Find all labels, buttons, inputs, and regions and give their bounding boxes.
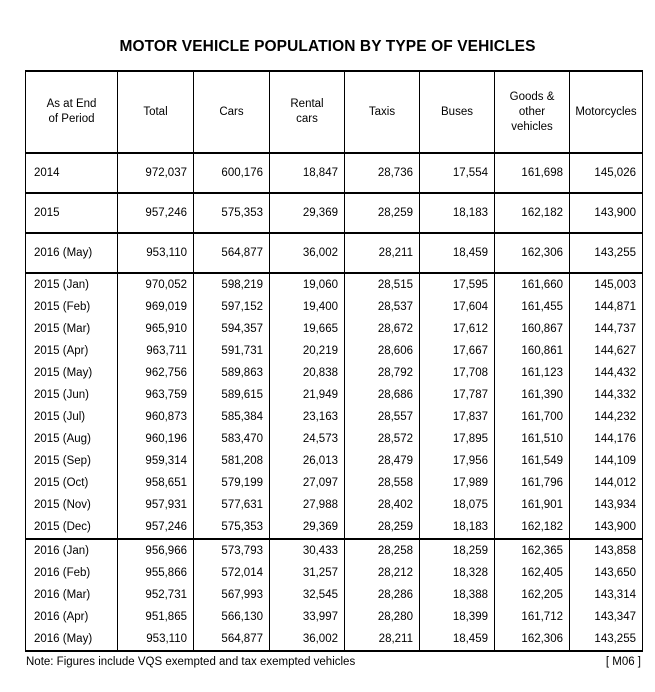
value-cell: 161,455 xyxy=(495,296,570,318)
table-row xyxy=(26,273,643,296)
value-cell: 17,837 xyxy=(420,406,495,428)
value-cell: 19,665 xyxy=(270,318,345,340)
value-cell: 957,931 xyxy=(118,494,194,516)
value-cell: 962,756 xyxy=(118,362,194,384)
table-row xyxy=(26,362,643,384)
value-cell: 32,545 xyxy=(270,584,345,606)
table-row xyxy=(26,562,643,584)
table-row xyxy=(26,296,643,318)
period-cell: 2015 (Mar) xyxy=(26,318,118,340)
column-header: Buses xyxy=(420,71,495,153)
value-cell: 18,183 xyxy=(420,193,495,233)
period-cell: 2016 (May) xyxy=(26,233,118,273)
value-cell: 960,873 xyxy=(118,406,194,428)
table-row xyxy=(26,450,643,472)
value-cell: 969,019 xyxy=(118,296,194,318)
value-cell: 144,232 xyxy=(570,406,643,428)
value-cell: 959,314 xyxy=(118,450,194,472)
column-header: Cars xyxy=(194,71,270,153)
value-cell: 23,163 xyxy=(270,406,345,428)
value-cell: 26,013 xyxy=(270,450,345,472)
value-cell: 143,900 xyxy=(570,516,643,539)
value-cell: 564,877 xyxy=(194,628,270,651)
value-cell: 17,604 xyxy=(420,296,495,318)
value-cell: 143,255 xyxy=(570,628,643,651)
value-cell: 161,700 xyxy=(495,406,570,428)
value-cell: 20,838 xyxy=(270,362,345,384)
value-cell: 36,002 xyxy=(270,628,345,651)
table-row xyxy=(26,539,643,562)
table-body xyxy=(26,153,643,651)
value-cell: 28,479 xyxy=(345,450,420,472)
value-cell: 144,176 xyxy=(570,428,643,450)
value-cell: 28,286 xyxy=(345,584,420,606)
value-cell: 594,357 xyxy=(194,318,270,340)
value-cell: 575,353 xyxy=(194,516,270,539)
value-cell: 28,515 xyxy=(345,273,420,296)
table-row xyxy=(26,153,643,193)
table-row xyxy=(26,584,643,606)
value-cell: 161,510 xyxy=(495,428,570,450)
value-cell: 18,075 xyxy=(420,494,495,516)
value-cell: 17,667 xyxy=(420,340,495,362)
value-cell: 28,211 xyxy=(345,628,420,651)
value-cell: 21,949 xyxy=(270,384,345,406)
period-cell: 2016 (May) xyxy=(26,628,118,651)
value-cell: 144,871 xyxy=(570,296,643,318)
value-cell: 598,219 xyxy=(194,273,270,296)
value-cell: 28,259 xyxy=(345,516,420,539)
value-cell: 162,365 xyxy=(495,539,570,562)
value-cell: 162,405 xyxy=(495,562,570,584)
value-cell: 160,861 xyxy=(495,340,570,362)
value-cell: 17,612 xyxy=(420,318,495,340)
value-cell: 33,997 xyxy=(270,606,345,628)
value-cell: 17,956 xyxy=(420,450,495,472)
value-cell: 17,708 xyxy=(420,362,495,384)
value-cell: 161,698 xyxy=(495,153,570,193)
value-cell: 28,211 xyxy=(345,233,420,273)
value-cell: 589,863 xyxy=(194,362,270,384)
value-cell: 28,792 xyxy=(345,362,420,384)
value-cell: 18,183 xyxy=(420,516,495,539)
column-header: Taxis xyxy=(345,71,420,153)
value-cell: 19,400 xyxy=(270,296,345,318)
value-cell: 579,199 xyxy=(194,472,270,494)
value-cell: 27,988 xyxy=(270,494,345,516)
value-cell: 17,595 xyxy=(420,273,495,296)
value-cell: 29,369 xyxy=(270,193,345,233)
value-cell: 18,399 xyxy=(420,606,495,628)
table-row xyxy=(26,384,643,406)
value-cell: 143,934 xyxy=(570,494,643,516)
value-cell: 958,651 xyxy=(118,472,194,494)
value-cell: 161,796 xyxy=(495,472,570,494)
table-row xyxy=(26,606,643,628)
value-cell: 143,650 xyxy=(570,562,643,584)
value-cell: 145,003 xyxy=(570,273,643,296)
value-cell: 161,549 xyxy=(495,450,570,472)
value-cell: 162,182 xyxy=(495,516,570,539)
value-cell: 27,097 xyxy=(270,472,345,494)
period-cell: 2015 (Nov) xyxy=(26,494,118,516)
value-cell: 18,459 xyxy=(420,628,495,651)
column-header: Goods & other vehicles xyxy=(495,71,570,153)
value-cell: 162,306 xyxy=(495,628,570,651)
value-cell: 17,895 xyxy=(420,428,495,450)
value-cell: 143,858 xyxy=(570,539,643,562)
table-row xyxy=(26,193,643,233)
value-cell: 145,026 xyxy=(570,153,643,193)
period-cell: 2016 (Mar) xyxy=(26,584,118,606)
value-cell: 161,660 xyxy=(495,273,570,296)
value-cell: 161,712 xyxy=(495,606,570,628)
value-cell: 577,631 xyxy=(194,494,270,516)
value-cell: 143,347 xyxy=(570,606,643,628)
value-cell: 161,123 xyxy=(495,362,570,384)
value-cell: 600,176 xyxy=(194,153,270,193)
value-cell: 573,793 xyxy=(194,539,270,562)
value-cell: 28,672 xyxy=(345,318,420,340)
value-cell: 30,433 xyxy=(270,539,345,562)
value-cell: 19,060 xyxy=(270,273,345,296)
value-cell: 960,196 xyxy=(118,428,194,450)
value-cell: 591,731 xyxy=(194,340,270,362)
period-cell: 2015 (Jul) xyxy=(26,406,118,428)
value-cell: 28,280 xyxy=(345,606,420,628)
column-header: Motorcycles xyxy=(570,71,643,153)
value-cell: 28,258 xyxy=(345,539,420,562)
value-cell: 28,686 xyxy=(345,384,420,406)
value-cell: 144,432 xyxy=(570,362,643,384)
column-header: Rental cars xyxy=(270,71,345,153)
period-cell: 2015 (Apr) xyxy=(26,340,118,362)
value-cell: 970,052 xyxy=(118,273,194,296)
value-cell: 17,989 xyxy=(420,472,495,494)
value-cell: 955,866 xyxy=(118,562,194,584)
table-row xyxy=(26,516,643,539)
period-cell: 2015 (Sep) xyxy=(26,450,118,472)
value-cell: 24,573 xyxy=(270,428,345,450)
value-cell: 162,306 xyxy=(495,233,570,273)
value-cell: 583,470 xyxy=(194,428,270,450)
vehicle-population-table xyxy=(25,70,643,652)
period-cell: 2016 (Jan) xyxy=(26,539,118,562)
value-cell: 18,328 xyxy=(420,562,495,584)
value-cell: 162,182 xyxy=(495,193,570,233)
value-cell: 143,900 xyxy=(570,193,643,233)
value-cell: 18,259 xyxy=(420,539,495,562)
value-cell: 28,558 xyxy=(345,472,420,494)
period-cell: 2015 (Dec) xyxy=(26,516,118,539)
table-row xyxy=(26,428,643,450)
value-cell: 28,402 xyxy=(345,494,420,516)
period-cell: 2015 (May) xyxy=(26,362,118,384)
value-cell: 952,731 xyxy=(118,584,194,606)
value-cell: 144,109 xyxy=(570,450,643,472)
value-cell: 18,459 xyxy=(420,233,495,273)
value-cell: 144,737 xyxy=(570,318,643,340)
period-cell: 2015 (Oct) xyxy=(26,472,118,494)
value-cell: 28,736 xyxy=(345,153,420,193)
page-title: MOTOR VEHICLE POPULATION BY TYPE OF VEHICLES xyxy=(119,38,536,55)
value-cell: 29,369 xyxy=(270,516,345,539)
value-cell: 162,205 xyxy=(495,584,570,606)
value-cell: 143,255 xyxy=(570,233,643,273)
value-cell: 564,877 xyxy=(194,233,270,273)
value-cell: 972,037 xyxy=(118,153,194,193)
value-cell: 161,901 xyxy=(495,494,570,516)
table-row xyxy=(26,318,643,340)
value-cell: 575,353 xyxy=(194,193,270,233)
value-cell: 957,246 xyxy=(118,516,194,539)
value-cell: 951,865 xyxy=(118,606,194,628)
value-cell: 17,787 xyxy=(420,384,495,406)
table-row xyxy=(26,494,643,516)
value-cell: 18,847 xyxy=(270,153,345,193)
value-cell: 963,711 xyxy=(118,340,194,362)
value-cell: 581,208 xyxy=(194,450,270,472)
period-cell: 2015 xyxy=(26,193,118,233)
value-cell: 28,572 xyxy=(345,428,420,450)
header-row xyxy=(26,71,643,153)
footnote: Note: Figures include VQS exempted and tax exempted vehicles xyxy=(26,656,356,668)
period-cell: 2015 (Jun) xyxy=(26,384,118,406)
value-cell: 161,390 xyxy=(495,384,570,406)
value-cell: 566,130 xyxy=(194,606,270,628)
period-cell: 2016 (Feb) xyxy=(26,562,118,584)
value-cell: 31,257 xyxy=(270,562,345,584)
table-code: [ M06 ] xyxy=(605,656,641,668)
period-cell: 2015 (Aug) xyxy=(26,428,118,450)
table-row xyxy=(26,472,643,494)
value-cell: 28,259 xyxy=(345,193,420,233)
value-cell: 28,537 xyxy=(345,296,420,318)
column-header: Total xyxy=(118,71,194,153)
value-cell: 567,993 xyxy=(194,584,270,606)
value-cell: 160,867 xyxy=(495,318,570,340)
value-cell: 589,615 xyxy=(194,384,270,406)
value-cell: 18,388 xyxy=(420,584,495,606)
value-cell: 956,966 xyxy=(118,539,194,562)
value-cell: 144,332 xyxy=(570,384,643,406)
table-row xyxy=(26,233,643,273)
period-cell: 2016 (Apr) xyxy=(26,606,118,628)
value-cell: 963,759 xyxy=(118,384,194,406)
value-cell: 20,219 xyxy=(270,340,345,362)
value-cell: 36,002 xyxy=(270,233,345,273)
value-cell: 143,314 xyxy=(570,584,643,606)
value-cell: 597,152 xyxy=(194,296,270,318)
value-cell: 585,384 xyxy=(194,406,270,428)
value-cell: 28,606 xyxy=(345,340,420,362)
value-cell: 953,110 xyxy=(118,233,194,273)
value-cell: 144,012 xyxy=(570,472,643,494)
period-cell: 2014 xyxy=(26,153,118,193)
period-cell: 2015 (Feb) xyxy=(26,296,118,318)
value-cell: 953,110 xyxy=(118,628,194,651)
value-cell: 965,910 xyxy=(118,318,194,340)
value-cell: 144,627 xyxy=(570,340,643,362)
table-row xyxy=(26,406,643,428)
value-cell: 572,014 xyxy=(194,562,270,584)
value-cell: 17,554 xyxy=(420,153,495,193)
value-cell: 957,246 xyxy=(118,193,194,233)
column-header: As at End of Period xyxy=(26,71,118,153)
value-cell: 28,212 xyxy=(345,562,420,584)
period-cell: 2015 (Jan) xyxy=(26,273,118,296)
table-row xyxy=(26,340,643,362)
value-cell: 28,557 xyxy=(345,406,420,428)
table-row xyxy=(26,628,643,651)
